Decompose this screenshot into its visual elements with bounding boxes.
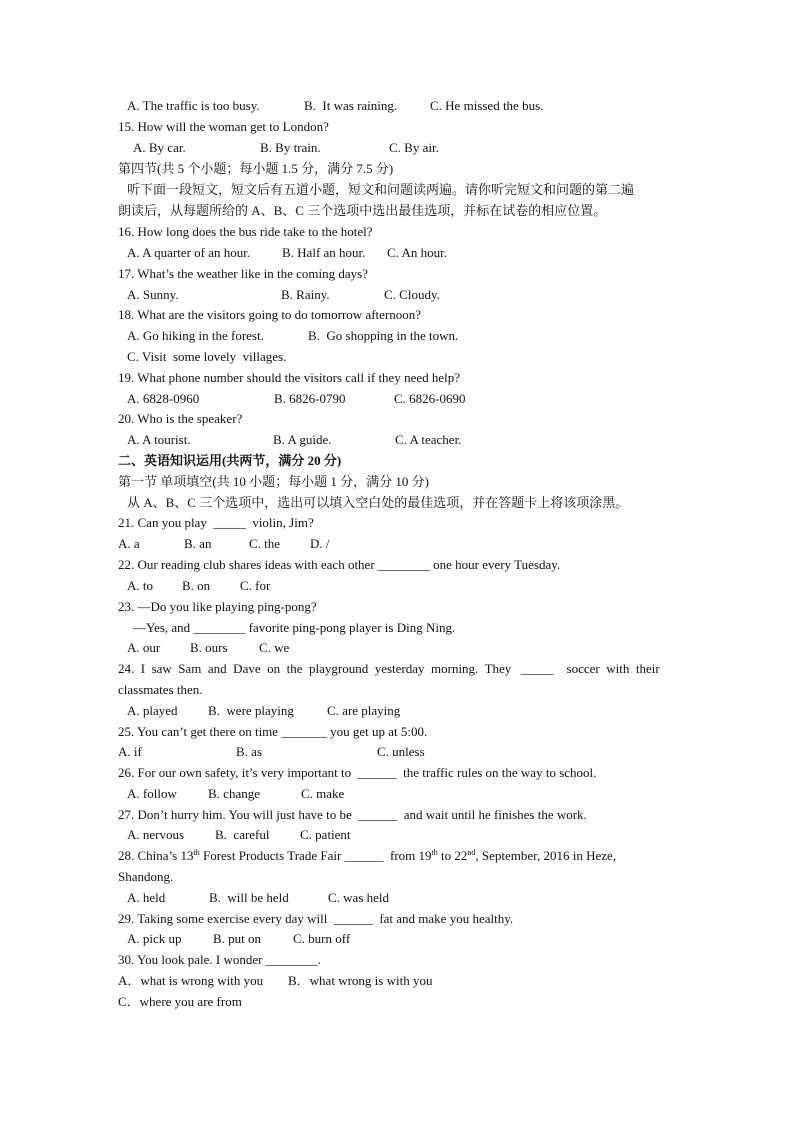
- q28-question-2-part-0: Shandong.: [118, 869, 174, 884]
- q22-options-part-0: A. to: [127, 578, 153, 593]
- part2-section1-instruction-part-0: 从 A、B、C 三个选项中，选出可以填入空白处的最佳选项，并在答题卡上将该项涂黑。: [127, 495, 629, 510]
- q14-options-part-0: A. The traffic is too busy.: [127, 98, 260, 113]
- section4-heading-part-0: 第四节(共 5 个小题；每小题 1.5 分，满分 7.5 分): [118, 161, 394, 176]
- q21-question-part-0: 21. Can you play _____ violin, Jim?: [118, 515, 314, 530]
- q15-options-part-0: A. By car.: [133, 140, 186, 155]
- q26-options: [127, 786, 345, 802]
- q16-options-part-2: C. An hour.: [387, 245, 447, 260]
- q16-options-part-0: A. A quarter of an hour.: [127, 245, 251, 260]
- q20-options-part-0: A. A tourist.: [127, 432, 191, 447]
- q24-question-2-part-0: classmates then.: [118, 682, 203, 697]
- q15-options-part-1: B. By train.: [260, 140, 321, 155]
- q27-options-part-2: C. patient: [300, 827, 351, 842]
- q15-question-part-0: 15. How will the woman get to London?: [118, 119, 329, 134]
- q18-option-c-part-0: C. Visit some lovely villages.: [127, 349, 287, 364]
- q23-question-2: [133, 620, 455, 636]
- q27-options-part-0: A. nervous: [127, 827, 185, 842]
- q17-question: [118, 266, 368, 282]
- q22-question: [118, 557, 560, 573]
- q28-options: [127, 890, 390, 906]
- q24-question-2: [118, 682, 202, 698]
- q30-options-ab-part-0: A．what is wrong with you: [118, 973, 264, 988]
- q25-options-part-1: B. as: [236, 744, 262, 759]
- q26-options-part-2: C. make: [301, 786, 345, 801]
- q17-options-part-2: C. Cloudy.: [384, 287, 440, 302]
- q27-question: [118, 807, 587, 823]
- q15-options: [133, 140, 439, 156]
- section4-instruction-1-part-0: 听下面一段短文，短文后有五道小题，短文和问题读两遍。请你听完短文和问题的第二遍: [127, 182, 635, 197]
- q20-options-part-2: C. A teacher.: [395, 432, 462, 447]
- q23-options-part-2: C. we: [259, 640, 290, 655]
- q23-options-part-1: B. ours: [190, 640, 228, 655]
- q18-question-part-0: 18. What are the visitors going to do tomorrow afternoon?: [118, 307, 422, 322]
- q29-options-part-0: A. pick up: [127, 931, 182, 946]
- q24-options: [127, 703, 401, 719]
- q18-question: [118, 307, 421, 323]
- q25-question-part-0: 25. You can’t get there on time _______ you get up at 5:00.: [118, 724, 428, 739]
- q22-question-part-0: 22. Our reading club shares ideas with each other ________ one hour every Tuesday.: [118, 557, 561, 572]
- q29-question-part-0: 29. Taking some exercise every day will ______ fat and make you healthy.: [118, 911, 514, 926]
- q25-question: [118, 724, 427, 740]
- q26-question-part-0: 26. For our own safety, it’s very important to ______ the traffic rules on the way to school.: [118, 765, 597, 780]
- q17-options: [127, 287, 440, 303]
- q14-options-part-1: B. It was raining.: [304, 98, 398, 113]
- q30-option-c: [118, 994, 242, 1010]
- q28-question-1: [118, 848, 616, 864]
- q22-options-part-1: B. on: [182, 578, 211, 593]
- q15-question: [118, 119, 329, 135]
- q16-options: [127, 245, 447, 261]
- q27-options-part-1: B. careful: [215, 827, 270, 842]
- q24-options-part-1: B. were playing: [208, 703, 294, 718]
- q30-option-c-part-0: C．where you are from: [118, 994, 242, 1009]
- q28-question-1-part-1: th: [193, 848, 200, 857]
- section4-instruction-1: [127, 182, 634, 198]
- q19-options-part-1: B. 6826-0790: [274, 391, 346, 406]
- q27-options: [127, 827, 351, 843]
- q16-options-part-1: B. Half an hour.: [282, 245, 366, 260]
- q14-options: [127, 98, 544, 114]
- q28-question-1-part-5: nd: [467, 848, 476, 857]
- q24-question-1-part-0: 24. I saw Sam and Dave on the playground yesterday morning. They _____ soccer with their: [118, 661, 660, 676]
- q21-options-part-0: A. a: [118, 536, 140, 551]
- q26-options-part-1: B. change: [208, 786, 260, 801]
- part2-heading-part-0: 二、英语知识运用(共两节，满分 20 分): [118, 453, 342, 468]
- part2-heading: [118, 453, 341, 469]
- q17-options-part-0: A. Sunny.: [127, 287, 179, 302]
- section4-heading: [118, 161, 393, 177]
- q29-options-part-1: B. put on: [213, 931, 262, 946]
- q28-question-2: [118, 869, 173, 885]
- q23-question-1: [118, 599, 317, 615]
- q23-question-2-part-0: —Yes, and ________ favorite ping-pong player is Ding Ning.: [133, 620, 456, 635]
- q26-options-part-0: A. follow: [127, 786, 177, 801]
- q19-question: [118, 370, 460, 386]
- q16-question-part-0: 16. How long does the bus ride take to the hotel?: [118, 224, 373, 239]
- q22-options-part-2: C. for: [240, 578, 271, 593]
- q29-question: [118, 911, 513, 927]
- q30-question: [118, 952, 321, 968]
- q27-question-part-0: 27. Don’t hurry him. You will just have to be ______ and wait until he finishes the work.: [118, 807, 587, 822]
- part2-section1-instruction: [127, 495, 628, 511]
- q20-question: [118, 411, 242, 427]
- q19-options: [127, 391, 466, 407]
- q15-options-part-2: C. By air.: [389, 140, 439, 155]
- q28-options-part-0: A. held: [127, 890, 166, 905]
- q28-question-1-part-2: Forest Products Trade Fair ______ from 19: [199, 848, 432, 863]
- q25-options-part-0: A. if: [118, 744, 142, 759]
- section4-instruction-2: [118, 203, 606, 219]
- q23-options-part-0: A. our: [127, 640, 161, 655]
- q21-options-part-3: D. /: [310, 536, 330, 551]
- q28-question-1-part-0: 28. China’s 13: [118, 848, 194, 863]
- q19-options-part-0: A. 6828-0960: [127, 391, 200, 406]
- q16-question: [118, 224, 373, 240]
- q18-options-ab: [127, 328, 459, 344]
- q19-options-part-2: C. 6826-0690: [394, 391, 466, 406]
- q28-options-part-2: C. was held: [328, 890, 390, 905]
- q20-question-part-0: 20. Who is the speaker?: [118, 411, 243, 426]
- q21-options: [118, 536, 330, 552]
- q19-question-part-0: 19. What phone number should the visitors call if they need help?: [118, 370, 461, 385]
- q25-options-part-2: C. unless: [377, 744, 425, 759]
- q18-options-ab-part-1: B. Go shopping in the town.: [308, 328, 459, 343]
- q21-question: [118, 515, 314, 531]
- q30-options-ab: [118, 973, 433, 989]
- q17-options-part-1: B. Rainy.: [281, 287, 330, 302]
- q24-options-part-2: C. are playing: [327, 703, 401, 718]
- q18-option-c: [127, 349, 286, 365]
- q18-options-ab-part-0: A. Go hiking in the forest.: [127, 328, 264, 343]
- q20-options: [127, 432, 462, 448]
- part2-section1-heading: [118, 474, 429, 490]
- section4-instruction-2-part-0: 朗读后，从每题所给的 A、B、C 三个选项中选出最佳选项，并标在试卷的相应位置。: [118, 203, 607, 218]
- q25-options: [118, 744, 425, 760]
- q30-options-ab-part-1: B．what wrong is with you: [288, 973, 433, 988]
- part2-section1-heading-part-0: 第一节 单项填空(共 10 小题；每小题 1 分，满分 10 分): [118, 474, 429, 489]
- q23-options: [127, 640, 290, 656]
- q20-options-part-1: B. A guide.: [273, 432, 332, 447]
- q23-question-1-part-0: 23. —Do you like playing ping-pong?: [118, 599, 317, 614]
- q26-question: [118, 765, 596, 781]
- q30-question-part-0: 30. You look pale. I wonder ________.: [118, 952, 321, 967]
- q29-options: [127, 931, 351, 947]
- q21-options-part-2: C. the: [249, 536, 281, 551]
- q24-options-part-0: A. played: [127, 703, 178, 718]
- q28-question-1-part-3: th: [431, 848, 438, 857]
- q22-options: [127, 578, 271, 594]
- q28-question-1-part-4: to 22: [437, 848, 468, 863]
- q17-question-part-0: 17. What’s the weather like in the coming days?: [118, 266, 368, 281]
- q24-question-1: [118, 661, 660, 677]
- q29-options-part-2: C. burn off: [293, 931, 351, 946]
- q28-question-1-part-6: , September, 2016 in Heze,: [475, 848, 617, 863]
- q21-options-part-1: B. an: [184, 536, 212, 551]
- q14-options-part-2: C. He missed the bus.: [430, 98, 544, 113]
- q28-options-part-1: B. will be held: [209, 890, 289, 905]
